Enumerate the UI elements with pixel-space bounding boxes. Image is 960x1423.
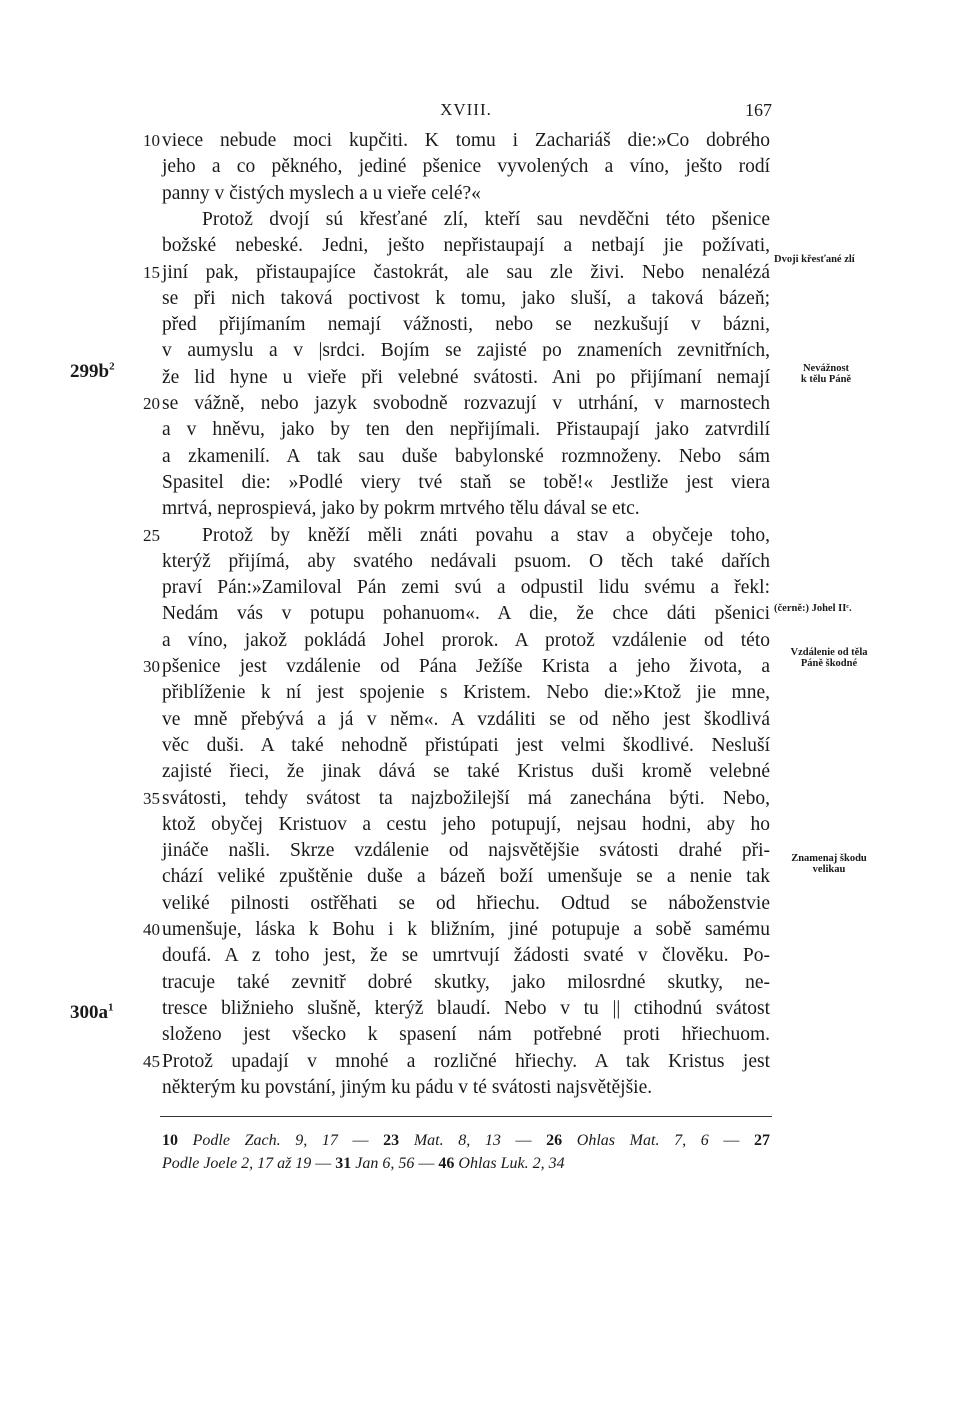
text-line: veliké pilnosti ostřěhati se od hřiechu. Odtud se náboženstvie: [162, 893, 770, 914]
text-line: jeho a co pěkného, jediné pšenice vyvolených a víno, ješto rodí: [162, 156, 770, 177]
text-line: doufá. A z toho jest, že se umrtvují žádosti svaté v člověku. Po-: [162, 945, 770, 966]
text-line: jináče našli. Skrze vzdálenie od najsvětějšie svátosti drahé při-: [162, 840, 770, 861]
line-number: 25: [143, 526, 160, 545]
text-line: svátosti, tehdy svátost ta najzbožilejší má zanechána býti. Nebo,: [162, 788, 770, 809]
text-line: zajisté řieci, že jinak dává se také Kristus duši kromě velebné: [162, 761, 770, 782]
text-line: se vážně, nebo jazyk svobodně rozvazují v utrhání, v marnostech: [162, 393, 770, 414]
line-number: 15: [143, 263, 160, 282]
text-line: Protož upadají v mnohé a rozličné hřiechy. A tak Kristus jest: [162, 1051, 770, 1072]
text-line: Protož dvojí sú křesťané zlí, kteří sau nevděčni této pšenice: [202, 209, 770, 230]
text-line: ve mně přebývá a já v něm«. A vzdáliti se od něho jest škodlivá: [162, 709, 770, 730]
footnote-line: 10 Podle Zach. 9, 17 — 23 Mat. 8, 13 — 26 Ohlas Mat. 7, 6 — 27: [162, 1132, 770, 1149]
text-line: v aumyslu a v |srdci. Bojím se zajisté po znameních zevnitřních,: [162, 340, 770, 361]
margin-note: Vzdálenie od těla Páně škodné: [790, 647, 868, 669]
text-line: věc duši. A také nehodně přistúpati jest velmi škodlivé. Nesluší: [162, 735, 770, 756]
text-line: panny v čistých myslech a u vieře celé?«: [162, 183, 481, 204]
text-line: před přijímaním nemají vážnosti, nebo se nezkušují v bázni,: [162, 314, 770, 335]
text-line: Protož by kněží měli znáti povahu a stav a obyčeje toho,: [202, 525, 770, 546]
folio-marker: $300a^1$: [70, 1001, 114, 1023]
text-line: umenšuje, láska k Bohu i k bližním, jiné potupuje a sobě samému: [162, 919, 770, 940]
text-line: tresce bližnieho slušně, kterýž blaudí. Nebo v tu || ctihodnú svátost: [162, 998, 770, 1019]
text-line: složeno jest všecko k spasení nám potřebné proti hřiechuom.: [162, 1024, 770, 1045]
text-line: Nedám vás v potupu pohanuom«. A die, že chce dáti pšenici: [162, 603, 770, 624]
text-line: kterýž přijímá, aby svatého nedávali psuom. O těch také dařích: [162, 551, 770, 572]
text-line: Spasitel die: »Podlé viery tvé staň se tobě!« Jestliže jest viera: [162, 472, 770, 493]
line-number: 40: [143, 920, 160, 939]
text-line: se při nich taková poctivost k tomu, jako sluší, a taková bázeň;: [162, 288, 770, 309]
text-line: božské nebeské. Jedni, ješto nepřistaupají a netbají jie požívati,: [162, 235, 770, 256]
line-number: 35: [143, 789, 160, 808]
text-line: pšenice jest vzdálenie od Pána Ježíše Krista a jeho života, a: [162, 656, 770, 677]
margin-note: Dvoji křesťané zlí: [774, 254, 855, 265]
line-number: 10: [143, 131, 160, 150]
margin-note: Nevážnost k tělu Páně: [800, 363, 852, 385]
footnote-rule: [160, 1116, 772, 1117]
margin-note: Znamenaj škodu velikau: [791, 853, 867, 875]
text-line: některým ku povstání, jiným ku pádu v té svátosti najsvětějšie.: [162, 1077, 653, 1098]
text-line: mrtvá, neprospievá, jako by pokrm mrtvého tělu dával se etc.: [162, 498, 640, 519]
text-line: tracuje také zevnitř dobré skutky, jako milosrdné skutky, ne-: [162, 972, 770, 993]
text-line: viece nebude moci kupčiti. K tomu i Zachariáš die:»Co dobrého: [162, 130, 770, 151]
line-number: 45: [143, 1052, 160, 1071]
text-line: a zkamenilí. A tak sau duše babylonské rozmnoženy. Nebo sám: [162, 446, 770, 467]
text-line: chází veliké zpuštěnie duše a bázeň boží umenšuje se a nenie tak: [162, 866, 770, 887]
chapter-heading: XVIII.: [440, 100, 492, 119]
text-line: jiní pak, přistaupajíce častokrát, ale sau zle živi. Nebo nenalézá: [162, 262, 770, 283]
text-line: ktož obyčej Kristuov a cestu jeho potupují, nejsau hodni, aby ho: [162, 814, 770, 835]
footnote-line: Podle Joele 2, 17 až 19 — 31 Jan 6, 56 — 46 Ohlas Luk. 2, 34: [162, 1155, 565, 1172]
text-line: přiblíženie k ní jest spojenie s Kristem. Nebo die:»Ktož jie mne,: [162, 682, 770, 703]
text-line: a víno, jakož pokládá Johel prorok. A protož vzdálenie od této: [162, 630, 770, 651]
page-number: 167: [745, 100, 772, 120]
text-line: praví Pán:»Zamiloval Pán zemi svú a odpustil lidu svému a řekl:: [162, 577, 770, 598]
line-number: 30: [143, 657, 160, 676]
folio-marker: $299b^2$: [70, 360, 115, 382]
text-line: že lid hyne u vieře při velebné svátosti. Ani po přijímaní nemají: [162, 367, 770, 388]
line-number: 20: [143, 394, 160, 413]
text-line: a v hněvu, jako by ten den nepřijímali. Přistaupají jako zatvrdilí: [162, 419, 770, 440]
margin-note: (černě:) Johel IIᶜ.: [774, 603, 852, 614]
